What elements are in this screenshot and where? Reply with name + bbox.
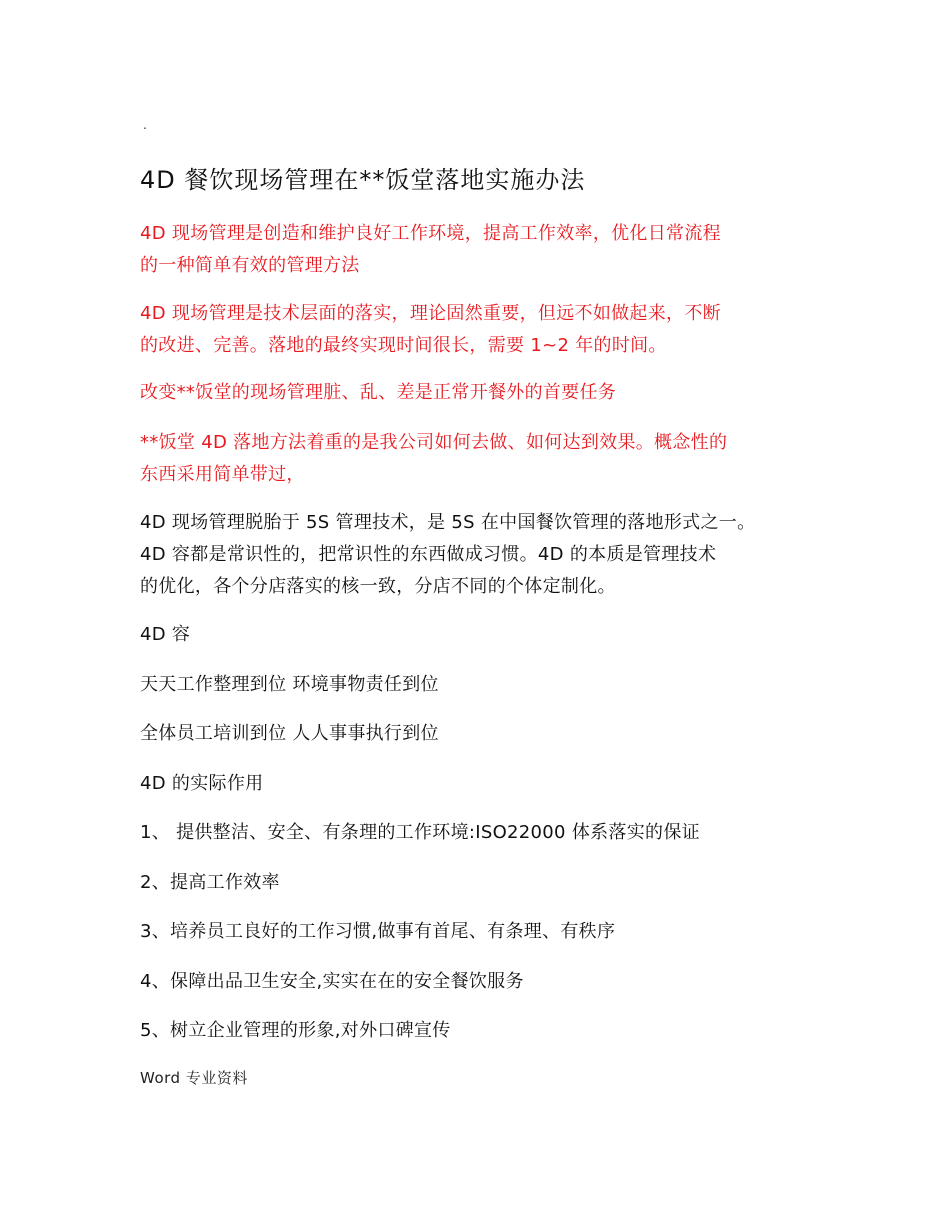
page-footer: Word 专业资料 — [140, 1069, 248, 1087]
page-title: 4D 餐饮现场管理在**饭堂落地实施办法 — [140, 166, 586, 194]
red-paragraph-4 — [140, 427, 820, 491]
effects-item-3 — [140, 916, 820, 948]
list-item: 2、提高工作效率 — [140, 872, 280, 893]
effects-item-1 — [140, 817, 820, 849]
paragraph-line: 改变**饭堂的现场管理脏、乱、差是正常开餐外的首要任务 — [140, 382, 617, 403]
intro-paragraph — [140, 507, 820, 603]
list-item: 3、培养员工良好的工作习惯,做事有首尾、有条理、有秩序 — [140, 921, 616, 942]
paragraph-line: 4D 现场管理脱胎于 5S 管理技术，是 5S 在中国餐饮管理的落地形式之一。 — [140, 512, 756, 533]
list-item: 4、保障出品卫生安全,实实在在的安全餐饮服务 — [140, 971, 524, 992]
paragraph-line: 的优化，各个分店落实的核一致，分店不同的个体定制化。 — [140, 576, 616, 597]
list-item: 5、树立企业管理的形象,对外口碑宣传 — [140, 1020, 451, 1041]
paragraph-line: 的一种简单有效的管理方法 — [140, 255, 360, 276]
paragraph-line: **饭堂 4D 落地方法着重的是我公司如何去做、如何达到效果。概念性的 — [140, 432, 728, 453]
paragraph-line: 4D 容都是常识性的，把常识性的东西做成习惯。4D 的本质是管理技术 — [140, 544, 717, 565]
list-item: 1、 提供整洁、安全、有条理的工作环境:ISO22000 体系落实的保证 — [140, 822, 700, 843]
effects-item-4 — [140, 966, 820, 998]
heading-text: 4D 容 — [140, 624, 191, 645]
red-paragraph-1 — [140, 218, 820, 282]
effects-item-2 — [140, 867, 820, 899]
effects-item-5 — [140, 1015, 820, 1047]
paragraph-line: 4D 现场管理是创造和维护良好工作环境，提高工作效率，优化日常流程 — [140, 223, 721, 244]
content-heading — [140, 619, 820, 651]
content-item-1 — [140, 669, 820, 701]
effects-heading — [140, 768, 820, 800]
heading-text: 4D 的实际作用 — [140, 773, 264, 794]
paragraph-line: 东西采用简单带过， — [140, 464, 305, 485]
list-item: 天天工作整理到位 环境事物责任到位 — [140, 674, 439, 695]
header-mark: . — [143, 118, 147, 132]
content-item-2 — [140, 718, 820, 750]
paragraph-line: 4D 现场管理是技术层面的落实，理论固然重要，但远不如做起来，不断 — [140, 303, 721, 324]
red-paragraph-2 — [140, 298, 820, 362]
red-paragraph-3 — [140, 377, 820, 409]
paragraph-line: 的改进、完善。落地的最终实现时间很长，需要 1~2 年的时间。 — [140, 335, 667, 356]
list-item: 全体员工培训到位 人人事事执行到位 — [140, 723, 439, 744]
